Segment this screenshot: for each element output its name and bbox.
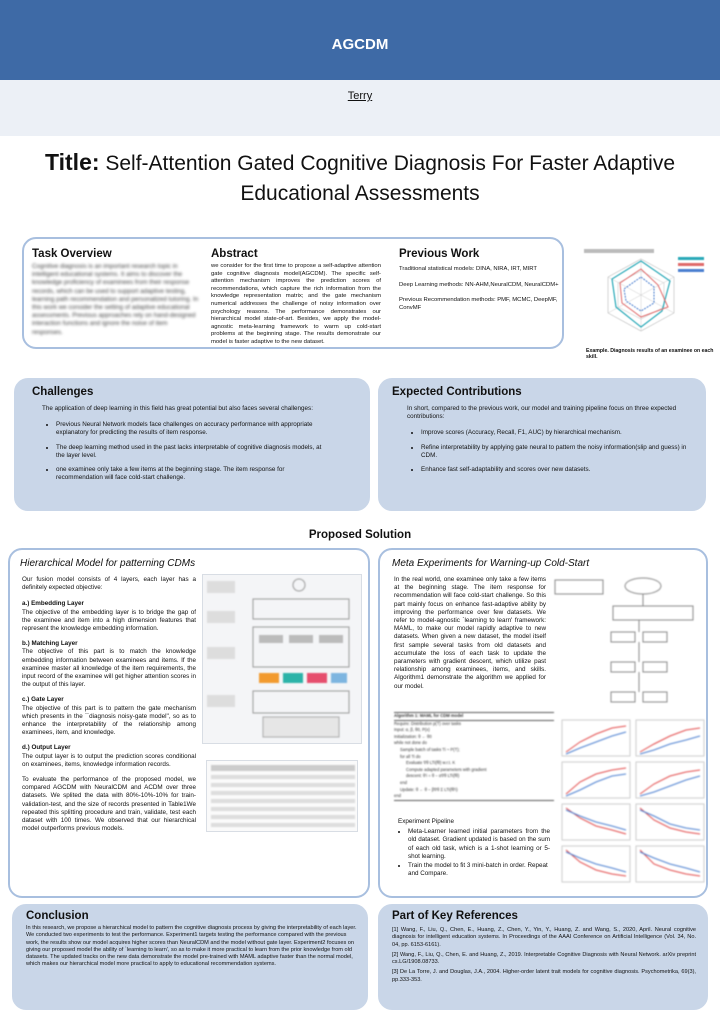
radar-figure [574,247,708,344]
results-table [206,760,358,832]
title-prefix: Title: [45,149,100,175]
title-text: Self-Attention Gated Cognitive Diagnosis For Faster Adaptive Educational Assessments [105,152,675,205]
layer-text: The output layer is to output the prediction scores conditional on examinees, items, knowledge information records. [22,752,196,768]
algorithm-line: descent: θ'i = θ − α∇θ LTi(fθ) [406,773,460,779]
challenges-body [42,405,324,488]
org-name: AGCDM [331,36,389,53]
previous-work-item: Previous Recommendation methods: PMF, MCMC, DeepMF, ConvMF [399,297,558,311]
contributions-body [407,405,689,480]
pipeline-item: • Train the model to fit 3 mini-batch in order. Repeat and Compare. [408,862,550,878]
algorithm-line: end [394,793,554,801]
layer-text: The objective of this part is to pattern the gate mechanism which presents in the ``diagnosis noisy-gate model'', so as to enhance the interpretability of the relationship among examinees, item, and knowledge. [22,704,196,737]
conclusion-heading: Conclusion [26,910,89,922]
evaluation-text: To evaluate the performance of the proposed model, we compared AGCDM with NeuralCDM and ACDM over three datasets. We splited the data with 80%-10%-10% for train-validation-test, and the size of records presented in Table1We repeated this splitting procedure and train, validate, test each dataset with 100 times. We observed that our hierarchical model outperforms previous models. [22,776,196,833]
algorithm-line: Require: Distribution p(T) over tasks [394,720,462,726]
algorithm-line: Algorithm 1: MAML for CDM model [394,712,554,721]
hierarchical-body [22,576,196,836]
contributions-item: • Refine interpretability by applying gate neural to pattern the noisy information(slip and guess) in CDM. [421,444,689,460]
hierarchical-intro: Our fusion model consists of 4 layers, each layer has a definitely expected objective: [22,576,196,592]
contributions-intro: In short, compared to the previous work, our model and training pipeline focus on three expected contributions: [407,405,677,421]
architecture-diagram [202,574,362,744]
conclusion-text: In this research, we propose a hierarchical model to pattern the cognitive diagnosis process by giving the interpretability of each layer. We conducted two experiments to test the performance. Experiment1 targets testing the performance compared with the previous work, the results show our model acquires higher scores than NeuralCDM and the model without gate layer. Experiment2 focuses on giving our proposed model the ability of `learning to learn', so as to make it more practical to learn from the prior knowledge from old datasets. The updated tracks on the new data demonstrate the model pre-trained with MAML adaptive faster than the normal model, which makes our hierarchical model more practical to apply to educational recommendation systems. [26,925,357,968]
meta-plots-grid [560,718,706,884]
algorithm-line: Input: α, β, θ0, P(x) [394,727,430,733]
layer-name: d.) Output Layer [22,744,71,752]
algorithm-line: end [400,779,407,785]
previous-work-list [399,266,559,315]
abstract-heading: Abstract [211,248,258,260]
previous-work-heading: Previous Work [399,248,480,260]
previous-work-item: Deep Learning methods: NN-AHM,NeuralCDM, NeuralCDM+ [399,281,559,288]
pipeline-heading: Experiment Pipeline [398,818,455,825]
algorithm-line: for all Ti do [400,753,421,759]
task-overview-text: Cognitive diagnosis is an important research topic in intelligent educational systems. It aims to discover the knowledge proficiency of examinees from their response records, which can be used to support adaptive testing, learning path recommendation and personalized tutoring. In this work we consider the setting of adaptive educational assessments. Previous approaches rely on hand-designed interaction functions and ignore the noise of item responses. [32,263,199,336]
radar-caption: Example. Diagnosis results of an examinee on each skill. [586,348,714,360]
challenges-item: • The deep learning method used in the past lacks interpretable of cognitive diagnosis models, at the layer level. [56,444,324,460]
challenges-list [42,421,324,482]
layer-name: b.) Matching Layer [22,640,78,648]
abstract-text: we consider for the first time to propose a self-adaptive attention gate cognitive diagnosis model(AGCDM). The specific self-attention mechanism improves the prediction scores of recommendations, which capture the rich information from the knowledge representation matrix; and the gate mechanism numerical addresses the challenge of noisy information over psychology reasons. The performance demonstrates our hierarchical model state-of-art. Besides, we apply the model-agnostic meta-learning framework to warm up cold-start problems at the beginning stage. The results demonstrate our model is faster adaptive to the new dataset. [211,263,381,345]
algorithm-line: Initialization: θ ← θ0 [394,733,432,739]
contributions-item: • Improve scores (Accuracy, Recall, F1, AUC) by hierarchical mechanism. [421,429,689,437]
pipeline-item: • Meta-Learner learned initial parameters from the old dataset. Gradient updated is based on the sum of each old task, which is a 1-shot learning or 5-shot learning. [408,828,550,861]
hierarchical-heading: Hierarchical Model for patterning CDMs [20,558,196,569]
challenges-item: • one examinee only take a few items at the beginning stage. The item response for recommendation will face cold-start challenge. [56,466,324,482]
references-heading: Part of Key References [392,910,518,922]
meta-flow-diagram [553,572,705,712]
challenges-item: • Previous Neural Network models face challenges on accuracy performance with appropriate explanatory for predicting the results of item response. [56,421,324,437]
contributions-list [407,429,689,474]
algorithm-line: Evaluate ∇θ LTi(fθ) w.r.t. K [406,760,456,766]
poster-title [40,147,680,209]
algorithm-line: Sample batch of tasks Ti ~ P(T); [400,746,460,752]
reference-item: [2] Wang, F., Liu, Q., Chen, E. and Huang, Z., 2019. Interpretable Cognitive Diagnosis with Neural Network. arXiv preprint cs.LG/1908.08733. [392,951,696,966]
task-overview-heading: Task Overview [32,248,112,260]
contributions-heading: Expected Contributions [392,386,522,398]
challenges-heading: Challenges [32,386,94,398]
meta-text: In the real world, one examinee only take a few items at the beginning stage. The item response for recommendation will face cold-start challenge. So this part mainly focus on enhance fast-adaptive ability by improving the performance over few datasets. We refer to model-agnostic `learning to learn' framework: MAML, to make our model rapidly adaptive to new datasets. When given a new dataset, the model itself first sample several tasks from old datasets and accumulate the loss of each task to update the parameters with gradient descent, which utilize past relationship among examinees, items, and skills. Algorithm1 demonstrate the algorithm we applied for our model. [394,576,546,690]
layer-name: c.) Gate Layer [22,696,64,704]
layer-text: The objective of the embedding layer is to bridge the gap of the examinee and item into a high dimension features that represent the knowledge embedding information. [22,608,196,633]
layer-text: The objective of this part is to match the knowledge embedding information between examinees and items. If the examinee master all knowledge of the item requirements, the input record of the examinee will get higher attention scores in the output of this layer. [22,648,196,689]
layer-name: a.) Embedding Layer [22,600,84,608]
references-list [392,927,696,987]
pipeline-list [398,828,550,878]
meta-heading: Meta Experiments for Warning-up Cold-Start [392,558,590,569]
previous-work-item: Traditional statistical models: DINA, NIRA, IRT, MIRT [399,266,538,272]
author-name: Terry [347,90,373,102]
reference-item: [1] Wang, F., Liu, Q., Chen, E., Huang, Z., Chen, Y., Yin, Y., Huang, Z. and Wang, S., 2020, April. Neural cognitive diagnosis for intelligent education systems. In Proceedings of the AAAI Conference on Artificial Intelligence (Vol. 34, No. 04, pp. 6153-6161). [392,927,696,948]
algorithm-line: Compute adapted parameters with gradient [406,766,487,772]
pipeline-section [398,818,550,884]
challenges-intro: The application of deep learning in this field has great potential but also faces several challenges: [42,405,313,412]
algorithm-line: while not done do [394,740,427,746]
algorithm-box [394,712,554,804]
proposed-solution-heading: Proposed Solution [308,529,412,541]
algorithm-line: Update: θ ← θ − β∇θ Σ LTi(fθ'i) [400,786,458,792]
reference-item: [3] De La Torre, J. and Douglas, J.A., 2004. Higher-order latent trait models for cognitive diagnosis. Psychometrika, 69(3), pp.333-353. [392,969,696,983]
contributions-item: • Enhance fast self-adaptability and scores over new datasets. [421,466,689,474]
